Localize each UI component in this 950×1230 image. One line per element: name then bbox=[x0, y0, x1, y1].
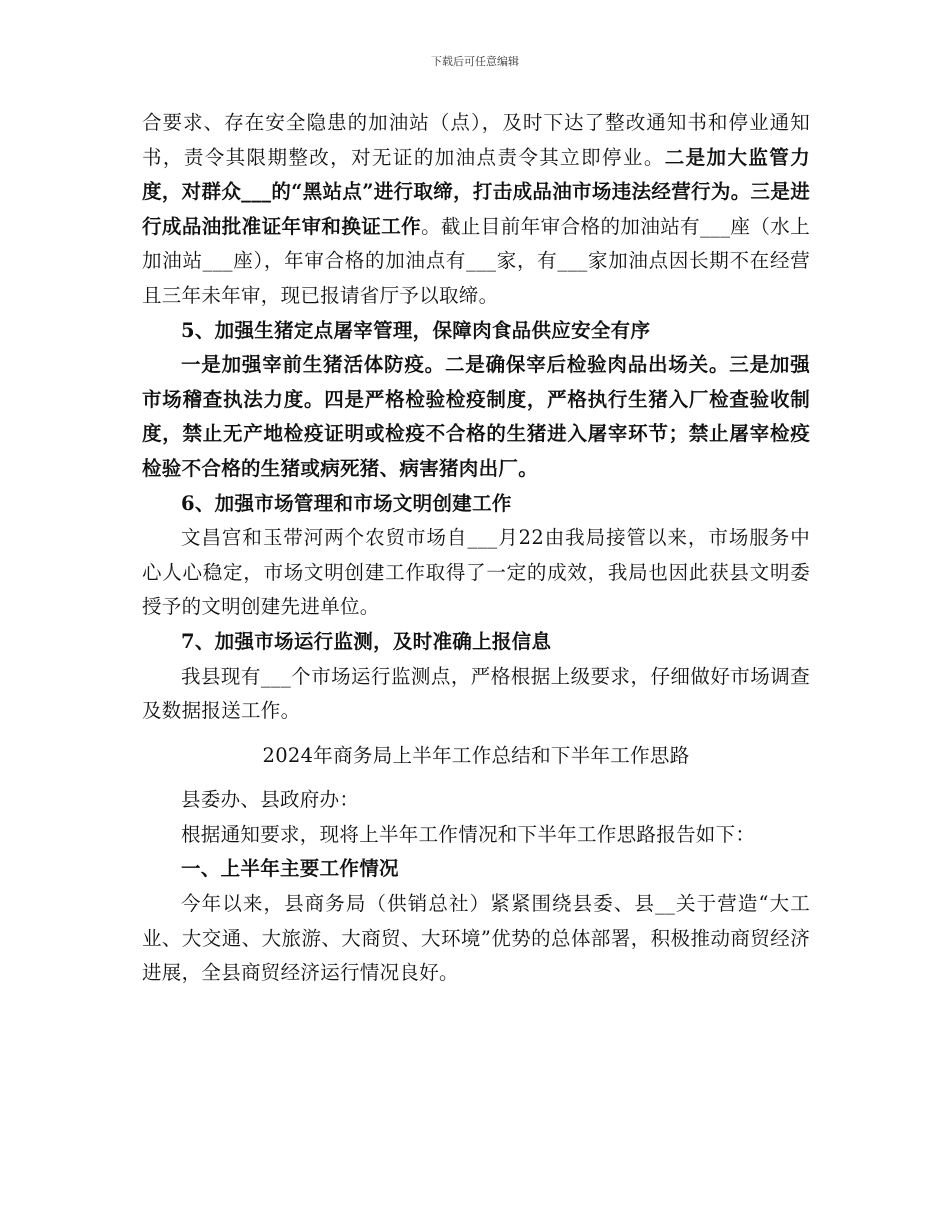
paragraph-fuel-station-bold: 二是加大监管力度，对群众___的“黑站点”进行取缔，打击成品油市场违法经营行为。三是进行成品油批准证年审和换证工作 bbox=[142, 145, 810, 238]
section-5-heading: 5、加强生猪定点屠宰管理，保障肉食品供应安全有序 bbox=[181, 318, 651, 342]
section-7-heading: 7、加强市场运行监测，及时准确上报信息 bbox=[181, 629, 552, 653]
paragraph-fuel-station-tail: 。截止目前年审合格的加油站有___座（水上加油站___座），年审合格的加油点有___家，有___家加油点因长期不在经营且三年未年审，现已报请省厅予以取缔。 bbox=[142, 214, 810, 307]
page-header: 下载后可任意编辑 bbox=[431, 55, 519, 68]
section-6-body: 文昌宫和玉带河两个农贸市场自___月22由我局接管以来，市场服务中心人心稳定，市场文明创建工作取得了一定的成效，我局也因此获县文明委授予的文明创建先进单位。 bbox=[142, 526, 810, 619]
part-1-body: 今年以来，县商务局（供销总社）紧紧围绕县委、县__关于营造“大工业、大交通、大旅游、大商贸、大环境”优势的总体部署，积极推动商贸经济进展，全县商贸经济运行情况良好。 bbox=[142, 892, 810, 985]
intro-paragraph: 根据通知要求，现将上半年工作情况和下半年工作思路报告如下： bbox=[181, 822, 756, 846]
addressee: 县委办、县政府办： bbox=[181, 788, 360, 812]
paragraph-fuel-station-text: 合要求、存在安全隐患的加油站（点），及时下达了整改通知书和停业通知书，责令其限期整改，对无证的加油点责令其立即停业。 bbox=[142, 111, 810, 169]
paragraph-fuel-station bbox=[142, 106, 810, 314]
section-6-heading: 6、加强市场管理和市场文明创建工作 bbox=[181, 491, 512, 515]
document-title: 2024年商务局上半年工作总结和下半年工作思路 bbox=[262, 743, 690, 767]
part-1-heading: 一、上半年主要工作情况 bbox=[181, 857, 399, 881]
section-5-body: 一是加强宰前生猪活体防疫。二是确保宰后检验肉品出场关。三是加强市场稽查执法力度。四是严格检验检疫制度，严格执行生猪入厂检查验收制度，禁止无产地检疫证明或检疫不合格的生猪进入屠宰环节；禁止屠宰检疫检验不合格的生猪或病死猪、病害猪肉出厂。 bbox=[142, 353, 810, 480]
section-7-body: 我县现有___个市场运行监测点，严格根据上级要求，仔细做好市场调查及数据报送工作。 bbox=[142, 664, 810, 723]
document-body bbox=[142, 106, 810, 991]
